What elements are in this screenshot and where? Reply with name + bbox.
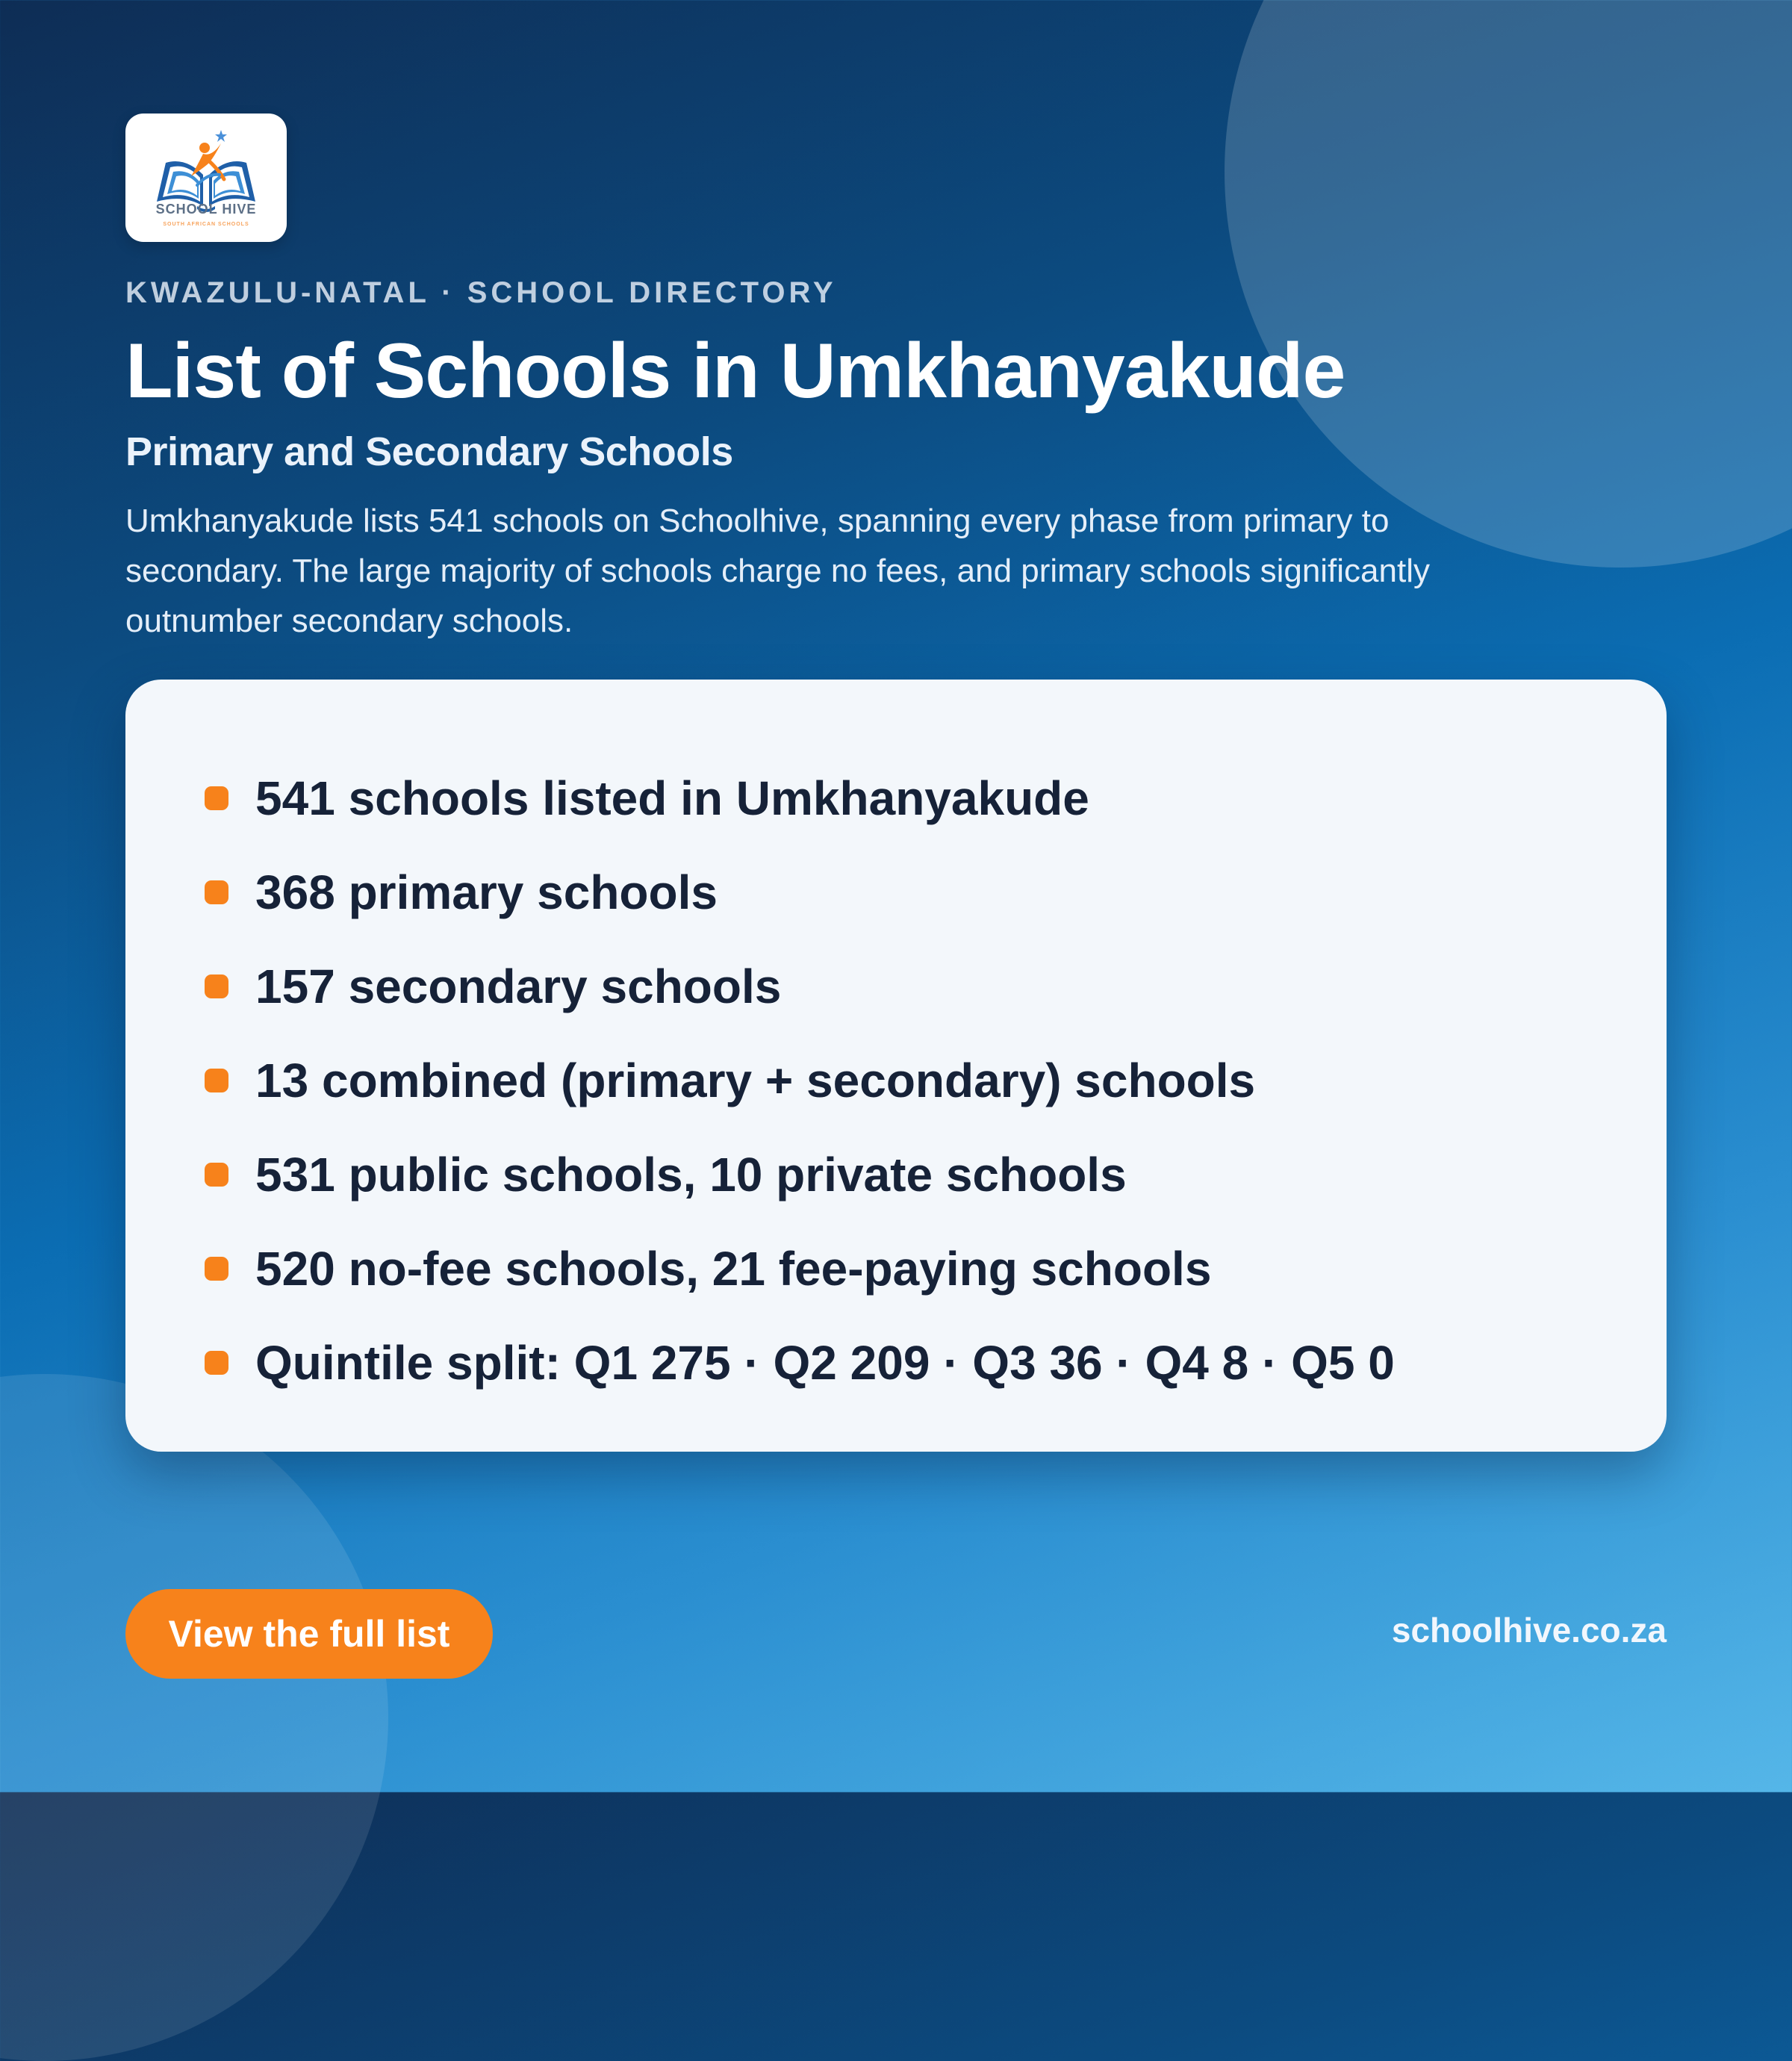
- fact-combined-schools: 13 combined (primary + secondary) schools: [255, 1054, 1256, 1107]
- fact-total-schools: 541 schools listed in Umkhanyakude: [255, 771, 1089, 825]
- fact-secondary-schools: 157 secondary schools: [255, 960, 782, 1013]
- bullet-icon: [205, 1163, 228, 1187]
- page-title: List of Schools in Umkhanyakude: [125, 328, 1345, 414]
- facts-list: [205, 751, 1395, 1410]
- book-logo-icon: [125, 114, 287, 242]
- logo-tagline-text: SOUTH AFRICAN SCHOOLS: [163, 222, 249, 227]
- list-item: [205, 1316, 1395, 1410]
- facts-card: [125, 680, 1667, 1452]
- list-item: [205, 1128, 1395, 1222]
- list-item: [205, 1033, 1395, 1128]
- page-subtitle: Primary and Secondary Schools: [125, 429, 733, 474]
- eyebrow-label: KWAZULU-NATAL · SCHOOL DIRECTORY: [125, 276, 837, 309]
- list-item: [205, 845, 1395, 939]
- bullet-icon: [205, 974, 228, 998]
- fact-public-private: 531 public schools, 10 private schools: [255, 1148, 1127, 1202]
- bullet-icon: [205, 1257, 228, 1281]
- decorative-circle-top-right: [1225, 0, 1792, 568]
- bullet-icon: [205, 1069, 228, 1092]
- bullet-icon: [205, 880, 228, 904]
- site-link[interactable]: schoolhive.co.za: [1391, 1611, 1667, 1650]
- fact-primary-schools: 368 primary schools: [255, 865, 718, 919]
- list-item: [205, 939, 1395, 1033]
- decorative-circle-bottom-left: [0, 1374, 388, 2061]
- fact-quintile-split: Quintile split: Q1 275 · Q2 209 · Q3 36 · Q4 8 · Q5 0: [255, 1336, 1395, 1390]
- list-item: [205, 751, 1395, 845]
- list-item: [205, 1222, 1395, 1316]
- school-hive-logo: [125, 114, 287, 242]
- logo-brand-text: SCHOOL HIVE: [155, 202, 257, 217]
- fact-fee-status: 520 no-fee schools, 21 fee-paying schools: [255, 1242, 1212, 1296]
- bullet-icon: [205, 786, 228, 810]
- view-full-list-button[interactable]: View the full list: [125, 1589, 493, 1679]
- page-description: Umkhanyakude lists 541 schools on Schoolhive, spanning every phase from primary to secondary. The large majority of schools charge no fees, and primary schools significantly outnumber secondary schools.: [125, 503, 1431, 639]
- bullet-icon: [205, 1351, 228, 1375]
